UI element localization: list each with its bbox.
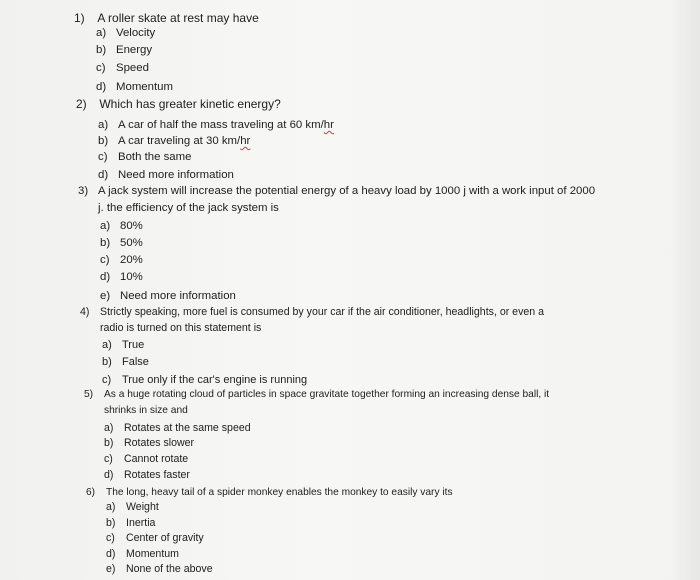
option-2a xyxy=(98,118,334,132)
question-number: 3) xyxy=(78,185,89,197)
option-1d xyxy=(96,80,173,94)
option-unit: hr xyxy=(240,135,251,147)
option-letter: b) xyxy=(106,517,116,529)
option-3d xyxy=(100,270,143,284)
option-text: A car of half the mass traveling at 60 km/ xyxy=(118,119,324,131)
option-letter: b) xyxy=(102,356,112,368)
option-letter: b) xyxy=(98,135,109,147)
option-5b xyxy=(104,436,194,450)
option-letter: e) xyxy=(100,290,111,302)
option-text: Momentum xyxy=(126,548,179,560)
option-letter: c) xyxy=(102,374,112,386)
option-letter: d) xyxy=(104,469,114,481)
question-text: Which has greater kinetic energy? xyxy=(99,97,281,111)
option-4a xyxy=(102,338,144,352)
option-text: Need more information xyxy=(118,169,234,181)
option-letter: c) xyxy=(96,62,106,74)
option-letter: a) xyxy=(102,339,112,351)
option-2d xyxy=(98,168,234,182)
option-text: Both the same xyxy=(118,151,192,163)
question-text-continuation: radio is turned on this statement is xyxy=(100,322,262,334)
option-letter: a) xyxy=(96,27,107,39)
option-6a xyxy=(106,500,159,514)
option-letter: d) xyxy=(106,548,116,560)
option-letter: d) xyxy=(96,81,107,93)
option-5c xyxy=(104,452,188,466)
question-3 xyxy=(78,184,595,215)
option-text: 80% xyxy=(120,220,143,232)
option-text: 10% xyxy=(120,271,143,283)
option-text: A car traveling at 30 km/ xyxy=(118,135,241,147)
option-6b xyxy=(106,516,155,530)
option-1b xyxy=(96,43,152,57)
option-text: 20% xyxy=(120,254,143,266)
question-number: 5) xyxy=(84,389,94,400)
option-text: Momentum xyxy=(116,81,173,93)
option-text: None of the above xyxy=(126,563,213,575)
option-3a xyxy=(100,219,143,233)
question-1 xyxy=(74,11,259,25)
question-6 xyxy=(86,486,453,500)
option-1a xyxy=(96,26,155,40)
option-letter: c) xyxy=(104,453,113,465)
option-text: True xyxy=(122,339,145,351)
option-letter: b) xyxy=(104,437,114,449)
option-text: Need more information xyxy=(120,290,236,302)
option-letter: d) xyxy=(98,169,109,181)
option-letter: c) xyxy=(100,254,110,266)
option-6d xyxy=(106,547,179,561)
question-text: Strictly speaking, more fuel is consumed by your car if the air conditioner, headlights, or even a xyxy=(100,306,544,318)
option-5a xyxy=(104,421,251,435)
option-4c xyxy=(102,373,307,387)
option-letter: a) xyxy=(98,119,109,131)
question-number: 4) xyxy=(80,306,90,318)
option-text: Velocity xyxy=(116,27,156,39)
option-text: Cannot rotate xyxy=(124,453,189,465)
question-text: A roller skate at rest may have xyxy=(97,11,259,25)
option-4b xyxy=(102,355,149,369)
option-text: 50% xyxy=(120,237,143,249)
option-1c xyxy=(96,61,149,75)
question-2 xyxy=(76,97,281,111)
option-text: Rotates faster xyxy=(124,469,190,481)
option-text: Center of gravity xyxy=(126,532,204,544)
option-letter: b) xyxy=(96,44,107,56)
option-letter: a) xyxy=(104,422,114,434)
option-text: False xyxy=(122,356,149,368)
option-letter: a) xyxy=(100,220,111,232)
option-letter: e) xyxy=(106,563,116,575)
question-5 xyxy=(84,388,549,418)
option-unit: hr xyxy=(323,119,334,131)
question-text: The long, heavy tail of a spider monkey enables the monkey to easily vary its xyxy=(106,487,453,498)
option-text: Energy xyxy=(116,44,153,56)
option-text: True only if the car's engine is running xyxy=(122,374,308,386)
option-text: Rotates at the same speed xyxy=(124,422,251,434)
question-number: 1) xyxy=(74,11,85,25)
question-number: 2) xyxy=(76,97,87,111)
question-text: As a huge rotating cloud of particles in space gravitate together forming an increasing dense ball, it xyxy=(104,389,550,400)
option-5d xyxy=(104,468,190,482)
option-letter: a) xyxy=(106,501,116,513)
question-text: A jack system will increase the potential energy of a heavy load by 1000 j with a work input of 2000 xyxy=(98,185,596,197)
question-text-continuation: shrinks in size and xyxy=(104,405,188,416)
option-letter: b) xyxy=(100,237,111,249)
question-number: 6) xyxy=(86,487,96,498)
option-letter: d) xyxy=(100,271,111,283)
option-2c xyxy=(98,150,191,164)
option-3e xyxy=(100,289,236,303)
option-letter: c) xyxy=(98,151,108,163)
option-6c xyxy=(106,531,204,545)
question-4 xyxy=(80,305,544,335)
question-text-continuation: j. the efficiency of the jack system is xyxy=(98,202,279,214)
option-text: Speed xyxy=(116,62,149,74)
option-3c xyxy=(100,253,143,267)
option-letter: c) xyxy=(106,532,115,544)
option-text: Rotates slower xyxy=(124,437,195,449)
option-6e xyxy=(106,562,213,576)
option-text: Inertia xyxy=(126,517,156,529)
option-text: Weight xyxy=(126,501,159,513)
option-3b xyxy=(100,236,143,250)
option-2b xyxy=(98,134,250,148)
